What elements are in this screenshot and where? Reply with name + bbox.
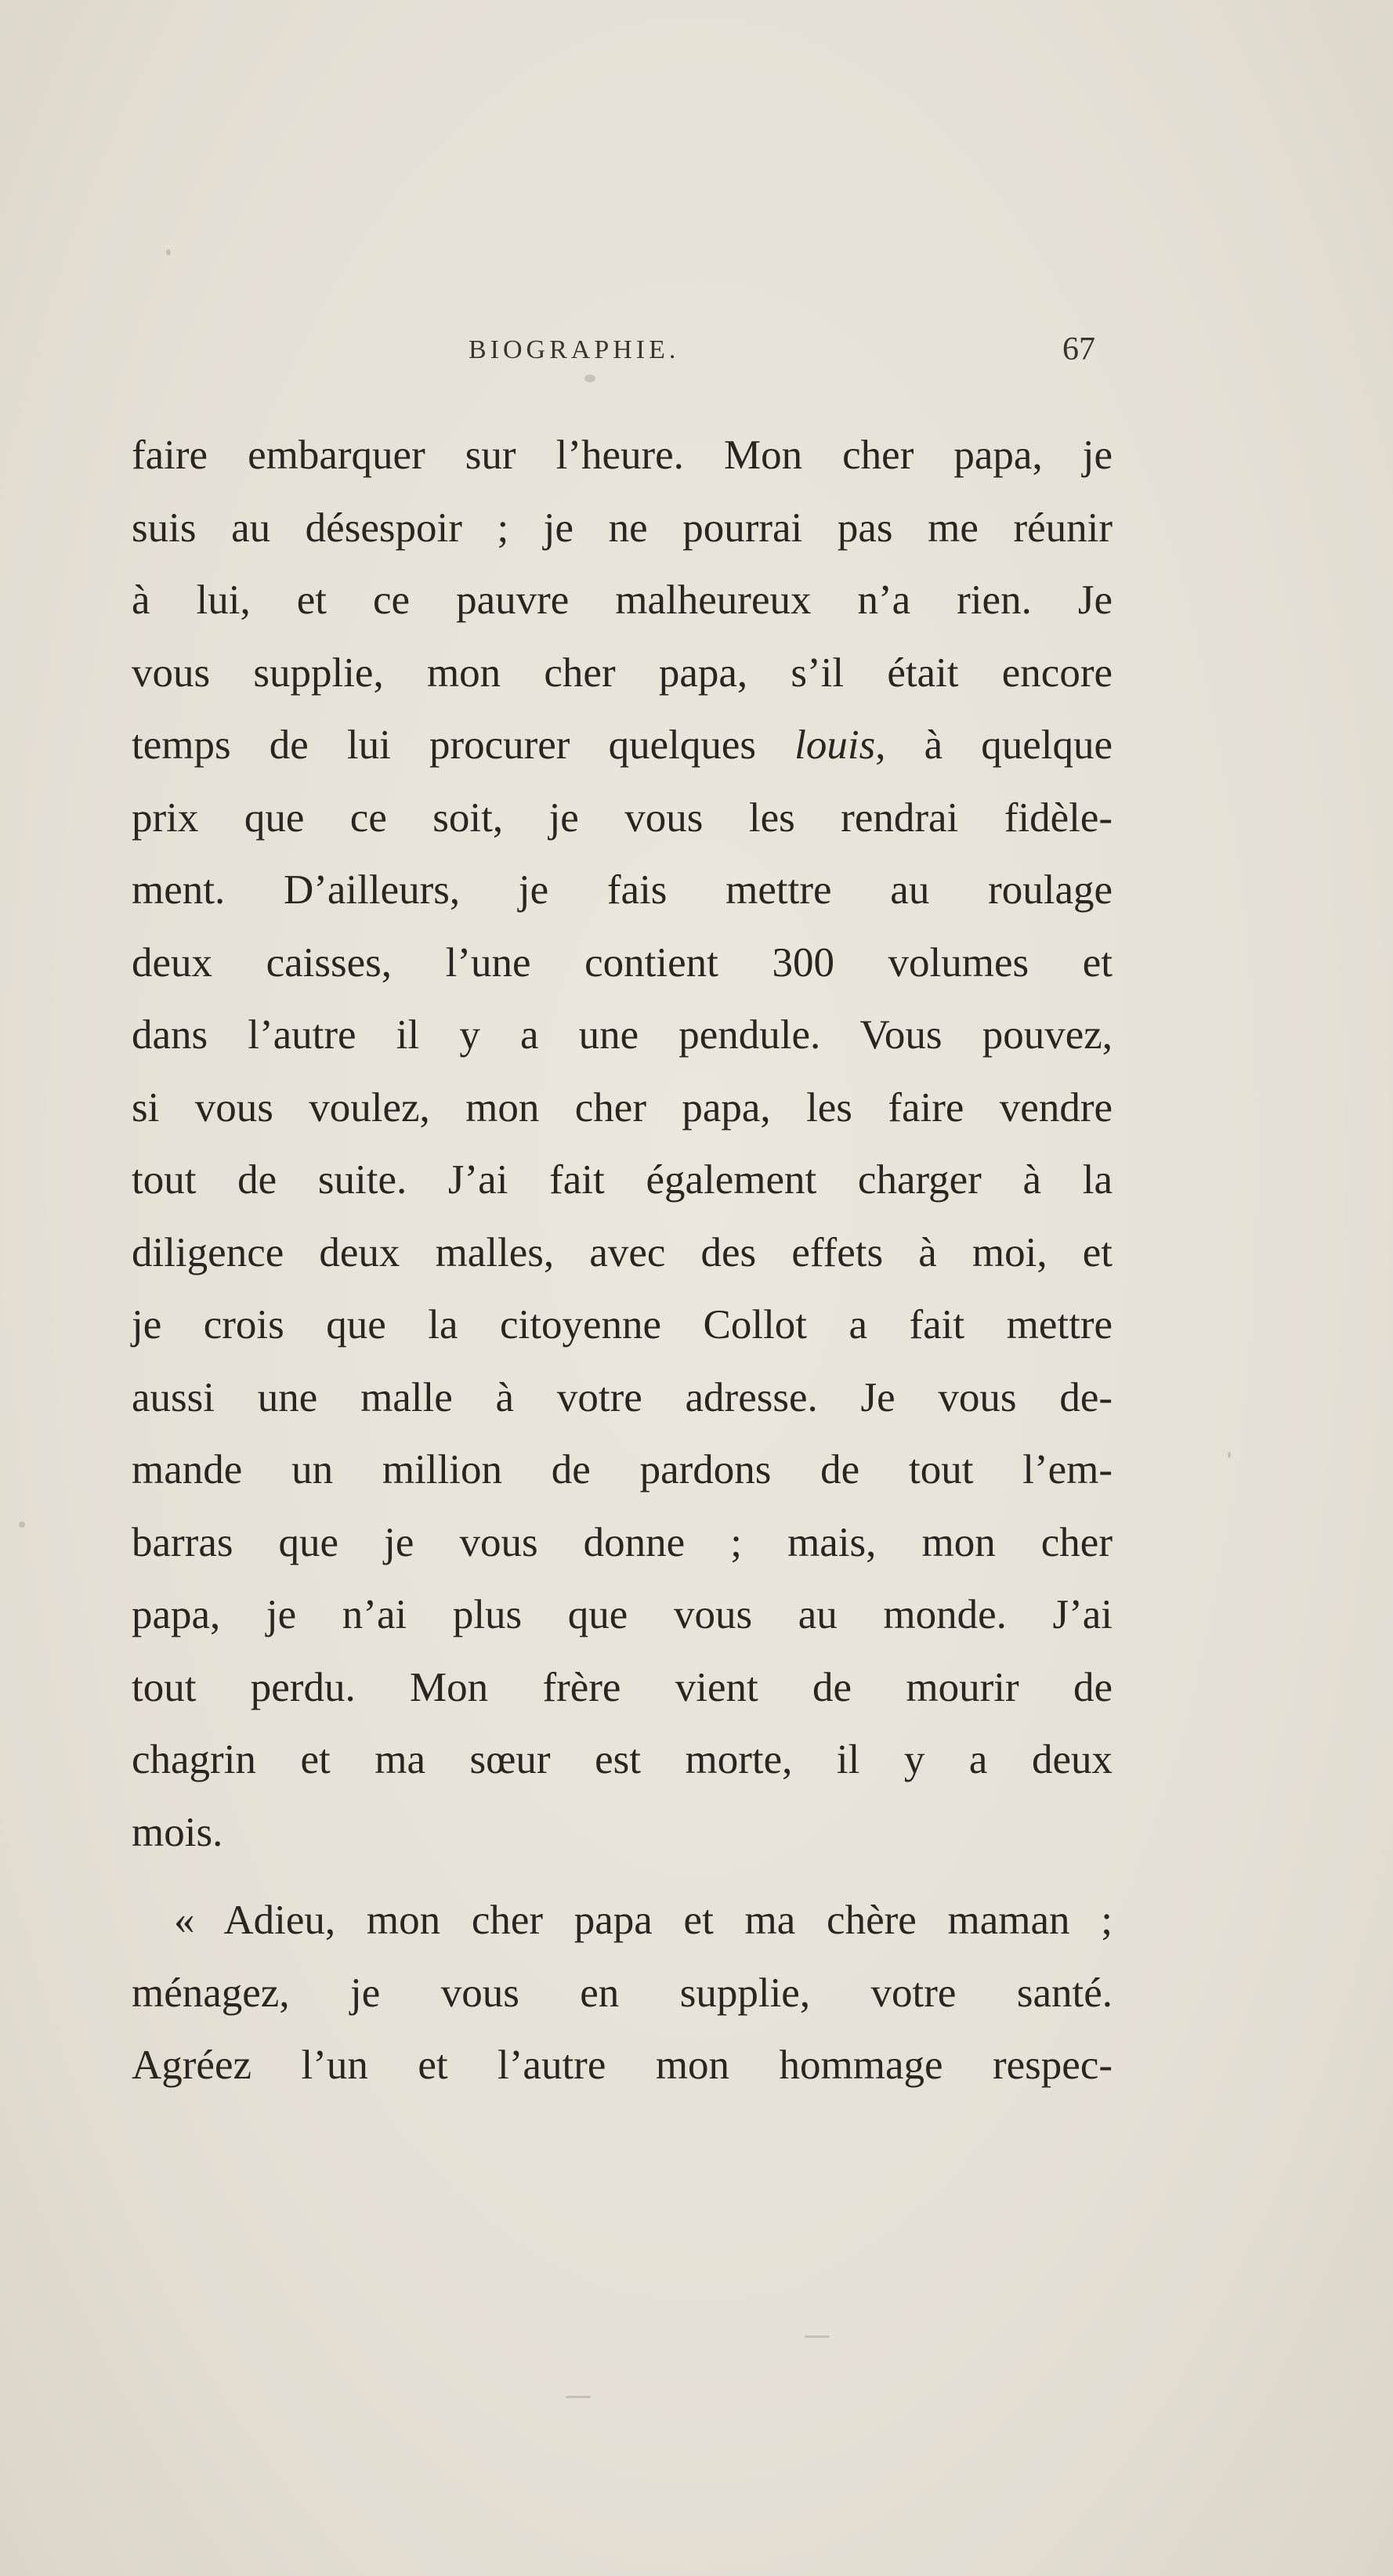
paper-speck [19, 1521, 25, 1528]
text-line: faire embarquer sur l’heure. Mon cher papa, je [132, 432, 1113, 478]
page-number: 67 [1062, 331, 1095, 367]
text-line: vous supplie, mon cher papa, s’il était encore [132, 649, 1113, 696]
text-line: ment. D’ailleurs, je fais mettre au roulage [132, 867, 1113, 913]
paper-speck [1228, 1452, 1231, 1458]
paragraph-2 [132, 1884, 1113, 2102]
running-title: BIOGRAPHIE. [469, 335, 680, 364]
text-line: barras que je vous donne ; mais, mon cher [132, 1519, 1113, 1565]
paper-speck [584, 374, 595, 382]
text-line: diligence deux malles, avec des effets à moi, et [132, 1229, 1113, 1275]
text-line: tout de suite. J’ai fait également charger à la [132, 1157, 1113, 1203]
text-line: si vous voulez, mon cher papa, les faire vendre [132, 1084, 1113, 1131]
text-line: deux caisses, l’une contient 300 volumes et [132, 939, 1113, 986]
text-segment: temps de lui procurer quelques [132, 722, 795, 768]
text-line: Agréez l’un et l’autre mon hommage respec- [132, 2042, 1113, 2088]
text-line: mande un million de pardons de tout l’em- [132, 1447, 1113, 1492]
text-line: ménagez, je vous en supplie, votre santé. [132, 1970, 1113, 2016]
text-line: prix que ce soit, je vous les rendrai fidèle- [132, 794, 1113, 841]
text-line-with-italic [132, 709, 1113, 782]
text-line: dans l’autre il y a une pendule. Vous pouvez, [132, 1012, 1113, 1058]
text-line: tout perdu. Mon frère vient de mourir de [132, 1664, 1113, 1710]
text-line: aussi une malle à votre adresse. Je vous de- [132, 1374, 1113, 1420]
paper-speck [166, 249, 171, 255]
paragraph-gap [132, 1869, 1113, 1884]
paper-speck [805, 2335, 830, 2338]
text-line: « Adieu, mon cher papa et ma chère maman ; [174, 1898, 1113, 1943]
text-line: à lui, et ce pauvre malheureux n’a rien. Je [132, 577, 1113, 623]
text-segment: , à quelque [875, 722, 1113, 768]
body-text [132, 419, 1113, 2102]
text-line: chagrin et ma sœur est morte, il y a deux [132, 1737, 1113, 1782]
paper-speck [566, 2396, 591, 2398]
text-line: mois. [132, 1809, 223, 1855]
text-line: je crois que la citoyenne Collot a fait mettre [132, 1302, 1113, 1348]
text-line: papa, je n’ai plus que vous au monde. J’ai [132, 1592, 1113, 1637]
italic-word: louis [794, 722, 876, 768]
running-header [0, 331, 1393, 378]
paragraph-1 [132, 419, 1113, 1869]
text-line: suis au désespoir ; je ne pourrai pas me réunir [132, 505, 1113, 551]
